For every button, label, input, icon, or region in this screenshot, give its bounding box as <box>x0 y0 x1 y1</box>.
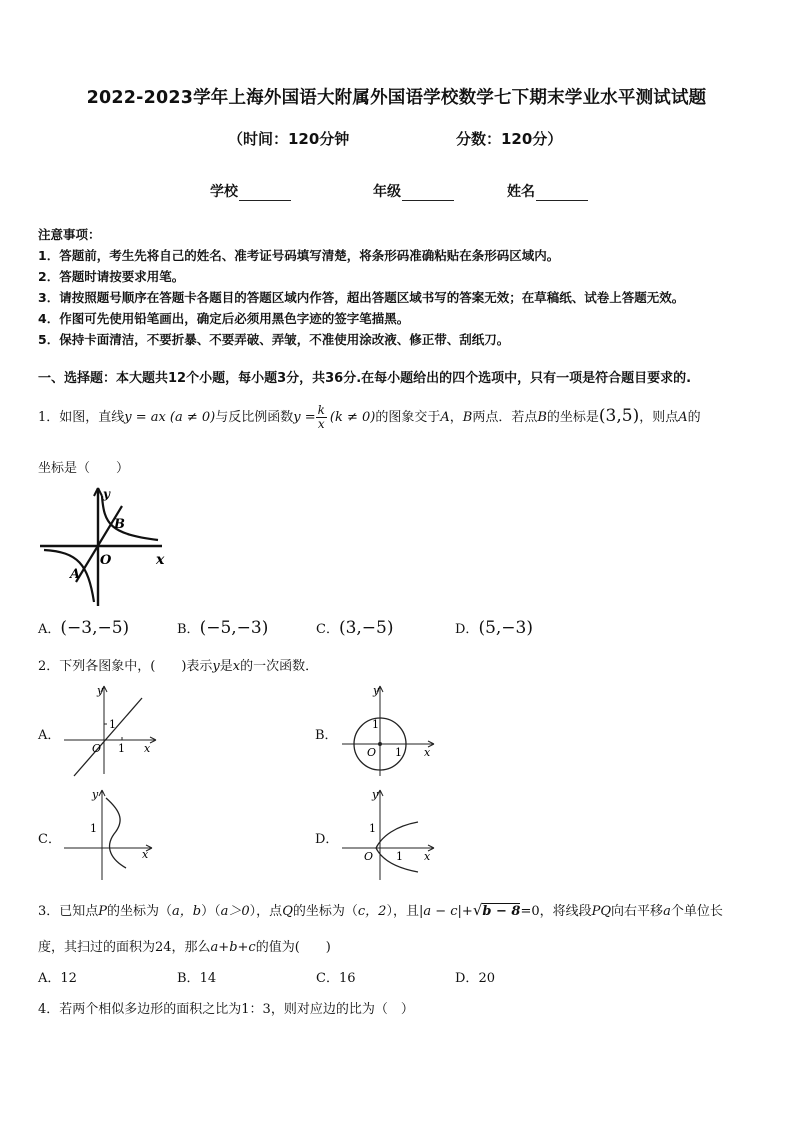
tick-1-y: 1 <box>372 718 379 731</box>
q2-graph-a <box>62 682 162 778</box>
notes-heading: 注意事项： <box>38 227 101 242</box>
q3-coord-p: a，b <box>172 904 202 919</box>
q3-plus: + <box>461 904 473 919</box>
q2-option-b[interactable]: B． <box>315 728 338 743</box>
q1-option-b[interactable] <box>177 618 268 638</box>
option-label: D． <box>455 622 479 637</box>
option-label: C． <box>316 622 339 637</box>
option-value: 12 <box>60 971 77 986</box>
q3-option-b[interactable] <box>177 967 216 986</box>
axis-origin-label: O <box>364 850 374 863</box>
note-item: 5．保持卡面清洁，不要折暴、不要弄破、弄皱，不准使用涂改液、修正带、刮纸刀。 <box>38 332 510 347</box>
q1-point-b: B <box>462 410 473 425</box>
q3-text: ），且 <box>386 904 419 919</box>
question-4: 4．若两个相似多边形的面积之比为1：3，则对应边的比为（ ） <box>38 1002 414 1017</box>
tick-1-x: 1 <box>395 746 402 759</box>
linear-line <box>74 698 142 776</box>
q3-text: 个单位长 <box>670 904 723 919</box>
q3-text: ）（ <box>201 904 221 919</box>
axis-x-label: x <box>424 850 431 863</box>
option-label: D． <box>455 971 479 986</box>
q1-coord-b: (3,5) <box>598 406 640 426</box>
axis-x-label: x <box>424 746 431 759</box>
q2-text: 2．下列各图象中，( )表示 <box>38 659 213 674</box>
q1-text: 与反比例函数 <box>215 410 294 425</box>
option-value: 20 <box>478 971 495 986</box>
option-label: C． <box>316 971 339 986</box>
q1-cond-a: (a ≠ 0) <box>169 410 216 425</box>
q1-eq-line: y = ax <box>124 410 166 425</box>
name-field <box>507 181 588 201</box>
q1-cond-k: (k ≠ 0) <box>329 410 376 425</box>
q1-frac-num: k <box>317 403 325 417</box>
q3-point-p: P <box>98 904 108 919</box>
q3-text: 向右平移 <box>611 904 664 919</box>
grade-blank[interactable] <box>402 186 454 201</box>
q1-eq-inverse: y = <box>293 410 316 425</box>
graph-y-label: y <box>103 487 110 501</box>
option-value: 14 <box>199 971 217 986</box>
graph-x-label: x <box>156 552 165 568</box>
q1-text: 1．如图，直线 <box>38 410 125 425</box>
question-1-line1 <box>38 404 701 431</box>
q2-var-x: x <box>232 659 241 674</box>
q1-text: 的坐标是 <box>546 410 599 425</box>
q3-sqrt-body: b − 8 <box>482 904 521 919</box>
q3-sum: a+b+c <box>210 940 256 955</box>
grade-field <box>373 181 454 201</box>
note-item: 3．请按照题号顺序在答题卡各题目的答题区域内作答，超出答题区域书写的答案无效；在草稿纸、试卷上答题无效。 <box>38 290 685 305</box>
axis-origin-label: O <box>92 742 102 755</box>
note-item: 2．答题时请按要求用笔。 <box>38 269 185 284</box>
axis-y-label: y <box>92 788 99 801</box>
q3-cond: a＞0 <box>220 904 250 919</box>
exam-score: 分数：120分） <box>456 130 563 148</box>
hyperbola-q3 <box>44 550 94 602</box>
school-label: 学校 <box>210 184 238 200</box>
note-item: 1．答题前，考生先将自己的姓名、准考证号码填写清楚，将条形码准确粘贴在条形码区域内。 <box>38 248 560 263</box>
q1-text: 的 <box>687 410 701 425</box>
q1-text: ，则点 <box>639 410 679 425</box>
q3-coord-q: c，2 <box>357 904 387 919</box>
school-blank[interactable] <box>239 186 291 201</box>
q2-graph-b <box>340 682 440 778</box>
option-value: 16 <box>338 971 356 986</box>
q1-graph <box>38 484 173 609</box>
q1-option-d[interactable] <box>455 618 533 638</box>
tick-1-x: 1 <box>396 850 403 863</box>
q3-option-a[interactable] <box>38 967 77 986</box>
axis-y-label: y <box>97 684 104 697</box>
s-curve <box>106 798 126 868</box>
parabola-sideways <box>376 822 418 872</box>
graph-origin-label: O <box>100 553 112 568</box>
axis-x-label: x <box>142 848 149 861</box>
q1-option-a[interactable] <box>38 618 129 638</box>
axis-origin-label: O <box>367 746 377 759</box>
q3-text: 的坐标为（ <box>292 904 358 919</box>
option-value: (5,−3) <box>478 618 533 638</box>
question-1-line2: 坐标是（ ） <box>38 461 130 476</box>
q1-text: 的图象交于 <box>375 410 441 425</box>
q3-option-c[interactable] <box>316 967 356 986</box>
axis-x-label: x <box>144 742 151 755</box>
q3-text: 的值为( ) <box>255 940 331 955</box>
question-2 <box>38 655 318 674</box>
option-value: (−5,−3) <box>199 618 269 638</box>
tick-1-y: 1 <box>369 822 376 835</box>
q3-abs: |a − c| <box>418 904 462 919</box>
q2-option-a[interactable]: A． <box>38 728 61 743</box>
option-value: (3,−5) <box>338 618 394 638</box>
q3-text: 度，其扫过的面积为24，那么 <box>38 940 211 955</box>
option-label: B． <box>177 622 200 637</box>
q1-frac-den: x <box>317 417 325 431</box>
q3-option-d[interactable] <box>455 967 495 986</box>
sqrt-icon: √ <box>472 901 483 919</box>
q1-point-a: A <box>678 410 688 425</box>
q2-text: 的一次函数． <box>240 659 319 674</box>
q1-text: 两点．若点 <box>472 410 538 425</box>
q3-text: 3．已知点 <box>38 904 99 919</box>
note-item: 4．作图可先使用铅笔画出，确定后必须用黑色字迹的签字笔描黑。 <box>38 311 410 326</box>
q1-option-c[interactable] <box>316 618 394 638</box>
q3-segment-pq: PQ <box>591 904 612 919</box>
exam-time: （时间：120分钟 <box>228 130 350 148</box>
page-title: 2022-2023学年上海外国语大附属外国语学校数学七下期末学业水平测试试题 <box>86 88 707 108</box>
notes-block <box>38 224 684 350</box>
school-field <box>210 181 291 201</box>
q2-text: 是 <box>219 659 233 674</box>
q2-var-y: y <box>212 659 220 674</box>
q1-point-b: B <box>537 410 547 425</box>
tick-1-y: 1 <box>90 822 97 835</box>
option-label: B． <box>177 971 200 986</box>
q1-fraction <box>316 404 327 431</box>
q3-var-a: a <box>663 904 671 919</box>
q2-graph-c <box>62 786 162 882</box>
grade-label: 年级 <box>373 184 401 200</box>
option-label: A． <box>38 622 61 637</box>
hyperbola-q1 <box>102 496 158 540</box>
q2-graph-d <box>340 786 440 882</box>
axis-y-label: y <box>373 684 380 697</box>
graph-a-label: A <box>70 567 81 582</box>
q3-text: ），点 <box>249 904 283 919</box>
section-heading: 一、选择题：本大题共12个小题，每小题3分，共36分.在每小题给出的四个选项中，只有一项是符合题目要求的. <box>38 371 692 386</box>
option-value: (−3,−5) <box>60 618 130 638</box>
q3-text: =0，将线段 <box>520 904 592 919</box>
q3-text: 的坐标为（ <box>107 904 173 919</box>
q3-point-q: Q <box>282 904 293 919</box>
q1-point-a: A <box>440 410 450 425</box>
q2-option-c[interactable]: C． <box>38 832 61 847</box>
q1-text: ， <box>449 410 463 425</box>
question-3-line2 <box>38 936 331 955</box>
question-3-line1 <box>38 900 723 919</box>
tick-1-y: 1 <box>109 718 116 731</box>
tick-1-x: 1 <box>118 742 125 755</box>
name-label: 姓名 <box>507 184 535 200</box>
name-blank[interactable] <box>536 186 588 201</box>
axis-y-label: y <box>372 788 379 801</box>
option-label: A． <box>38 971 61 986</box>
q2-option-d[interactable]: D． <box>315 832 339 847</box>
graph-b-label: B <box>114 517 125 532</box>
